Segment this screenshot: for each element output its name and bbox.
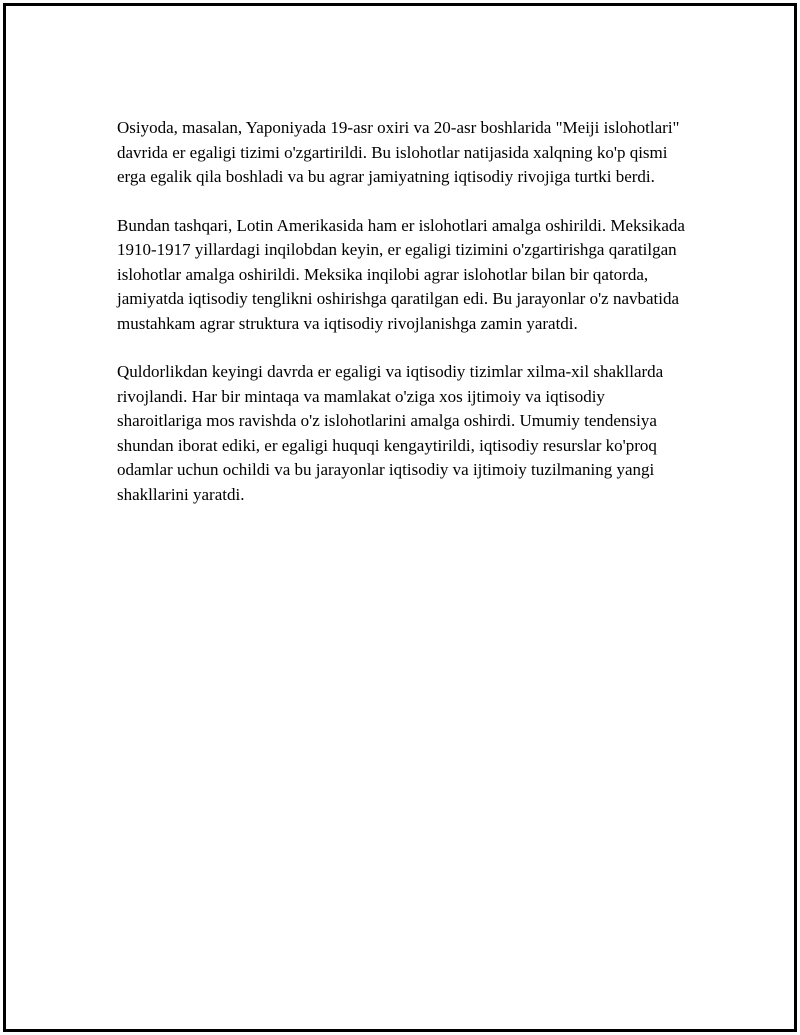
paragraph-latin-america-reforms: Bundan tashqari, Lotin Amerikasida ham er islohotlari amalga oshirildi. Meksikada 1910-1917 yillardagi inqilobdan keyin, er egaligi tizimini o'zgartirishga qaratilgan islohotlar amalga oshirildi. Meksika inqilobi agrar islohotlar bilan bir qatorda, jamiyatda iqtisodiy tenglikni oshirishga qaratilgan edi. Bu jarayonlar o'z navbatida mustahkam agrar struktura va iqtisodiy rivojlanishga zamin yaratdi. <box>117 215 685 333</box>
paragraph-post-slavery-systems: Quldorlikdan keyingi davrda er egaligi va iqtisodiy tizimlar xilma-xil shakllarda rivojlandi. Har bir mintaqa va mamlakat o'ziga xos ijtimoiy va iqtisodiy sharoitlariga mos ravishda o'z islohotlarini amalga oshirdi. Umumiy tendensiya shundan iborat ediki, er egaligi huquqi kengaytirildi, iqtisodiy resurslar ko'proq odamlar uchun ochildi va bu jarayonlar iqtisodiy va ijtimoiy tuzilmaning yangi shakllarini yaratdi. <box>117 362 664 504</box>
document-body <box>117 116 687 531</box>
paragraph-meiji-reforms: Osiyoda, masalan, Yaponiyada 19-asr oxiri va 20-asr boshlarida "Meiji islohotlari" davrida er egaligi tizimi o'zgartirildi. Bu islohotlar natijasida xalqning ko'p qismi erga egalik qila boshladi va bu agrar jamiyatning iqtisodiy rivojiga turtki berdi. <box>117 118 680 186</box>
